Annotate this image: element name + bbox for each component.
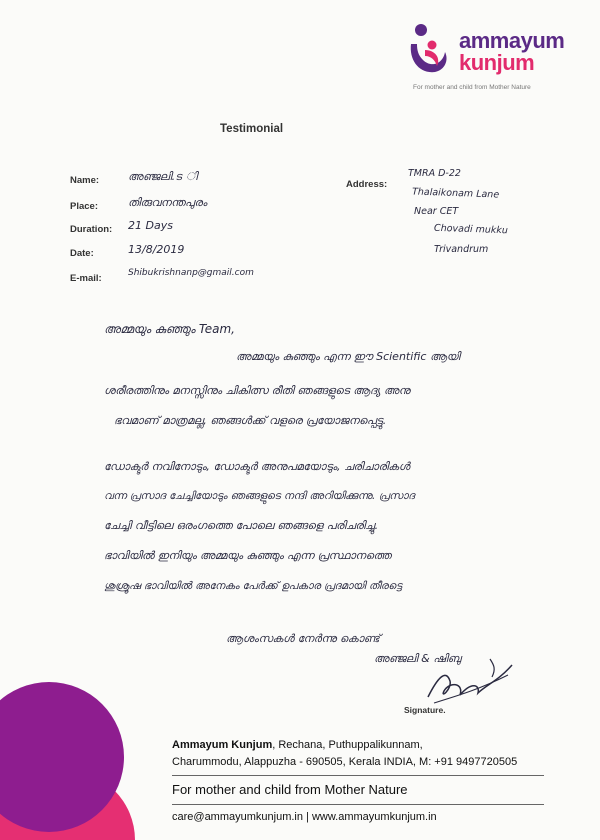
logo-word-ammayum: ammayum — [459, 28, 565, 53]
place-value: തിരുവനന്തപുരം — [128, 196, 207, 209]
name-label: Name: — [70, 175, 100, 186]
footer-tagline: For mother and child from Mother Nature — [172, 782, 408, 797]
address-label: Address: — [346, 179, 388, 190]
page-title: Testimonial — [220, 123, 284, 135]
address-line-5: Trivandrum — [434, 244, 489, 255]
handwritten-signature — [420, 655, 520, 710]
footer-address-line-1 — [172, 739, 423, 751]
letter-line-9: ആശംസകൾ നേർന്നു കൊണ്ട് — [226, 632, 380, 645]
letter-line-3: ഭവമാണ് മാത്രമല്ല, ഞങ്ങൾക്ക് വളരെ പ്രയോജനപ്പെട്ടു. — [114, 414, 387, 427]
footer-divider-top — [172, 775, 544, 776]
date-value: 13/8/2019 — [128, 243, 185, 256]
letter-line-2: ശരീരത്തിനും മനസ്സിനും ചികിത്സ രീതി ഞങ്ങളുടെ ആദ്യ അനു — [104, 384, 411, 397]
email-value: Shibukrishnanp@gmail.com — [128, 268, 254, 278]
address-line-3: Near CET — [414, 206, 459, 217]
footer-address-rest: , Rechana, Puthuppalikunnam, — [272, 739, 423, 751]
logo-word-kunjum: kunjum — [459, 50, 535, 75]
date-label: Date: — [70, 248, 94, 259]
letter-line-8: ശുശ്രൂഷ ഭാവിയിൽ അനേകം പേർക്ക് ഉപകാര പ്രദമായി തീരട്ടെ — [104, 580, 402, 592]
duration-value: 21 Days — [128, 219, 173, 232]
footer-company: Ammayum Kunjum — [172, 739, 273, 751]
letter-salutation: അമ്മയും കുഞ്ഞും Team, — [104, 322, 235, 336]
signature-label: Signature. — [404, 705, 446, 715]
name-value: അഞ്ജലി.ട ി — [128, 170, 198, 183]
letter-line-6: ചേച്ചി വീട്ടിലെ ഒരംഗത്തെ പോലെ ഞങ്ങളെ പരിചരിച്ചു. — [104, 519, 379, 532]
footer-address-line-2: Charummodu, Alappuzha - 690505, Kerala INDIA, M: +91 9497720505 — [172, 756, 518, 768]
letter-line-4: ഡോക്ടർ നവിനോടും, ഡോക്ടർ അനുപമയോടും, ചരിചാരികൾ — [104, 460, 410, 473]
footer-contact: care@ammayumkunjum.in | www.ammayumkunjum.in — [172, 811, 437, 823]
letter-line-7: ഭാവിയിൽ ഇനിയും അമ്മയും കുഞ്ഞും എന്ന പ്രസ്ഥാനത്തെ — [104, 549, 392, 562]
logo-tagline: For mother and child from Mother Nature — [413, 84, 531, 91]
letter-closing: അഞ്ജലി & ഷിബു — [374, 652, 461, 665]
footer-divider-bottom — [172, 804, 544, 805]
letter-line-5: വന്ന പ്രസാദ ചേച്ചിയോടും ഞങ്ങളുടെ നന്ദി അറിയിക്കുന്നു. പ്രസാദ — [104, 490, 415, 502]
duration-label: Duration: — [70, 224, 113, 235]
address-line-2: Thalaikonam Lane — [411, 186, 500, 201]
email-label: E-mail: — [70, 273, 102, 284]
ammayum-kunjum-logo — [405, 18, 585, 98]
address-line-4: Chovadi mukku — [433, 222, 509, 237]
address-line-1: TMRA D-22 — [408, 168, 461, 179]
letter-line-1: അമ്മയും കുഞ്ഞും എന്ന ഈ Scientific ആയി — [236, 350, 460, 363]
mother-child-logo-icon — [405, 20, 455, 80]
place-label: Place: — [70, 201, 98, 212]
